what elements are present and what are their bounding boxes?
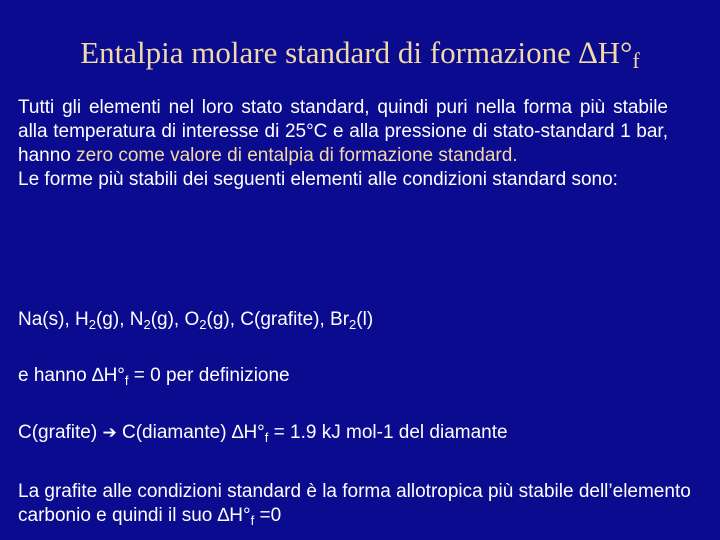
elements-list <box>18 308 708 337</box>
conclusion-subscript: f <box>250 513 255 528</box>
element-text: (g), O <box>150 309 200 330</box>
definition-suffix: = 0 per definizione <box>128 365 290 386</box>
reaction-product: C(diamante) ∆H° <box>116 422 265 443</box>
reaction-line <box>18 421 708 450</box>
paragraph-standard-state-text: Tutti gli elementi nel loro stato standard, quindi puri nella forma più stabile alla temperatura di interesse di 25°C e alla pressione di stato-standard 1 bar, hanno <box>18 97 668 166</box>
arrow-right-icon: ➔ <box>102 423 117 443</box>
element-subscript: 2 <box>349 317 357 332</box>
conclusion-text: La grafite alle condizioni standard è la forma allotropica più stabile dell’elemento carbonio e quindi il suo ∆H° <box>18 481 691 526</box>
element-subscript: 2 <box>143 317 151 332</box>
paragraph-stable-forms: Le forme più stabili dei seguenti elementi alle condizioni standard sono: <box>18 169 618 190</box>
reaction-value: = 1.9 kJ mol-1 del diamante <box>268 422 508 443</box>
conclusion-paragraph <box>18 480 698 533</box>
element-text: (g), N <box>95 309 144 330</box>
element-subscript: 2 <box>199 317 207 332</box>
reaction-subscript: f <box>264 430 269 445</box>
element-text: (g), C(grafite), Br <box>206 309 350 330</box>
definition-prefix: e hanno ∆H° <box>18 365 125 386</box>
paragraph-highlight: zero come valore di entalpia di formazione standard. <box>76 145 518 166</box>
element-text: (l) <box>356 309 374 330</box>
element-text: Na(s), H <box>18 309 89 330</box>
element-subscript: 2 <box>88 317 96 332</box>
reaction-reactant: C(grafite) <box>18 422 103 443</box>
definition-subscript: f <box>124 373 129 388</box>
conclusion-suffix: =0 <box>254 505 282 526</box>
intro-text <box>18 96 668 192</box>
paragraph-standard-state <box>18 96 668 168</box>
definition-line <box>18 364 708 393</box>
slide-title <box>0 36 720 73</box>
slide-title-subscript: f <box>632 48 640 73</box>
slide-title-text: Entalpia molare standard di formazione ∆H° <box>80 35 633 70</box>
